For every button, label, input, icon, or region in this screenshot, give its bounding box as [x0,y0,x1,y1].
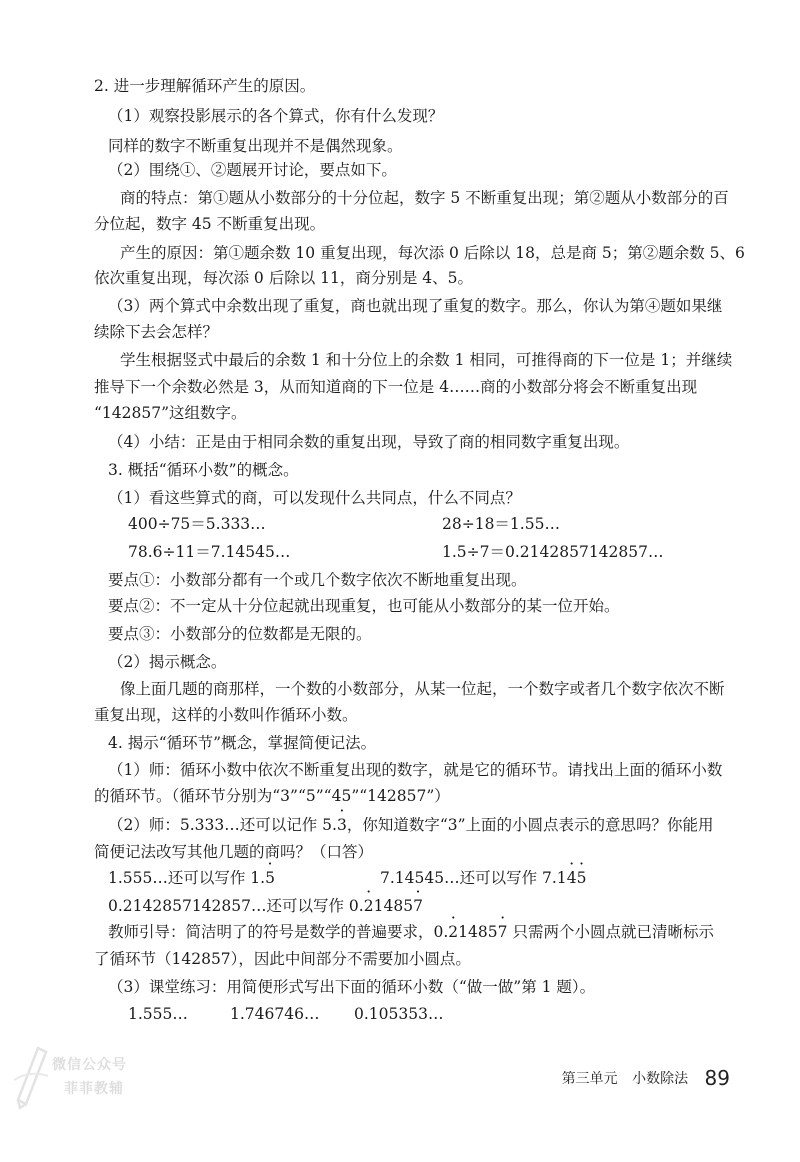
division-expression: 400÷75＝5.333… [128,515,266,533]
exercise-item: 1.555… [128,1005,188,1023]
division-expression: 78.6÷11＝7.14545… [128,543,291,561]
paragraph: 重复出现，这样的小数叫作循环小数。 [94,706,358,724]
rewrite-example: 0.2142857142857…还可以写作 0.2 ·14857 · [108,894,423,918]
division-expression: 28÷18＝1.55… [442,515,560,533]
rewrite-example: 7.14545…还可以写作 7.14 ·5 · [380,866,586,890]
pen-icon [12,1040,52,1110]
paragraph: 要点①：小数部分都有一个或几个数字依次不断地重复出现。 [108,571,527,589]
paragraph: 4. 揭示“循环节”概念，掌握简便记法。 [108,734,377,752]
paragraph: （1）观察投影展示的各个算式，你有什么发现？ [108,107,444,125]
paragraph: 续除下去会怎样？ [94,323,219,341]
paragraph: （4）小结：正是由于相同余数的重复出现，导致了商的相同数字重复出现。 [108,433,630,451]
page-footer [562,1066,730,1091]
watermark [12,1040,142,1120]
watermark-line: 菲菲教辅 [64,1081,124,1097]
paragraph: 依次重复出现，每次添 0 后除以 11，商分别是 4、5。 [94,269,474,287]
exercise-item: 1.746746… [230,1005,320,1023]
page-number: 89 [704,1066,730,1090]
paragraph: 产生的原因：第①题余数 10 重复出现，每次添 0 后除以 18，总是商 5；第②题余数 5、6 [120,244,745,262]
paragraph: （3）课堂练习：用简便形式写出下面的循环小数（“做一做”第 1 题）。 [108,978,596,996]
paragraph: 分位起，数字 45 不断重复出现。 [94,215,326,233]
paragraph: （2）围绕①、②题展开讨论，要点如下。 [108,161,397,179]
paragraph: 推导下一个余数必然是 3，从而知道商的下一位是 4……商的小数部分将会不断重复出现 [94,378,698,396]
paragraph: （3）两个算式中余数出现了重复，商也就出现了重复的数字。那么，你认为第④题如果继 [108,297,723,315]
paragraph: “142857”这组数字。 [94,404,247,422]
paragraph: 要点②：不一定从十分位起就出现重复，也可能从小数部分的某一位开始。 [108,597,620,615]
paragraph: 简便记法改写其他几题的商吗？（口答） [94,843,374,861]
paragraph: 2. 进一步理解循环产生的原因。 [94,77,316,95]
paragraph: 的循环节。（循环节分别为“3”“5”“45”“142857”） [94,787,450,805]
unit-label: 第三单元 [561,1071,618,1087]
paragraph: （1）师：循环小数中依次不断重复出现的数字，就是它的循环节。请找出上面的循环小数 [108,761,723,779]
paragraph: 学生根据竖式中最后的余数 1 和十分位上的余数 1 相同，可推得商的下一位是 1；并继续 [120,351,733,369]
paragraph: 商的特点：第①题从小数部分的十分位起，数字 5 不断重复出现；第②题从小数部分的百 [120,189,729,207]
paragraph: 教师引导：简洁明了的符号是数学的普遍要求，0.2 ·14857 · 只需两个小圆点就已清晰标示 [108,920,748,944]
division-expression: 1.5÷7＝0.2142857142857… [442,543,664,561]
paragraph: （2）师：5.333…还可以记作 5.3 ·，你知道数字“3”上面的小圆点表示的意思吗？你能用 [108,813,748,837]
topic-label: 小数除法 [632,1071,689,1087]
paragraph: 像上面几题的商那样，一个数的小数部分，从某一位起，一个数字或者几个数字依次不断 [120,680,725,698]
paragraph: 了循环节（142857），因此中间部分不需要加小圆点。 [94,950,471,968]
paragraph: 同样的数字不断重复出现并不是偶然现象。 [108,137,403,155]
paragraph: 3. 概括“循环小数”的概念。 [108,461,299,479]
exercise-item: 0.105353… [354,1005,444,1023]
paragraph: （2）揭示概念。 [108,653,227,671]
paragraph: （1）看这些算式的商，可以发现什么共同点，什么不同点？ [108,489,521,507]
paragraph: 要点③：小数部分的位数都是无限的。 [108,625,372,643]
watermark-line: 微信公众号 [52,1057,127,1073]
rewrite-example: 1.555…还可以写作 1.5 · [108,866,275,890]
